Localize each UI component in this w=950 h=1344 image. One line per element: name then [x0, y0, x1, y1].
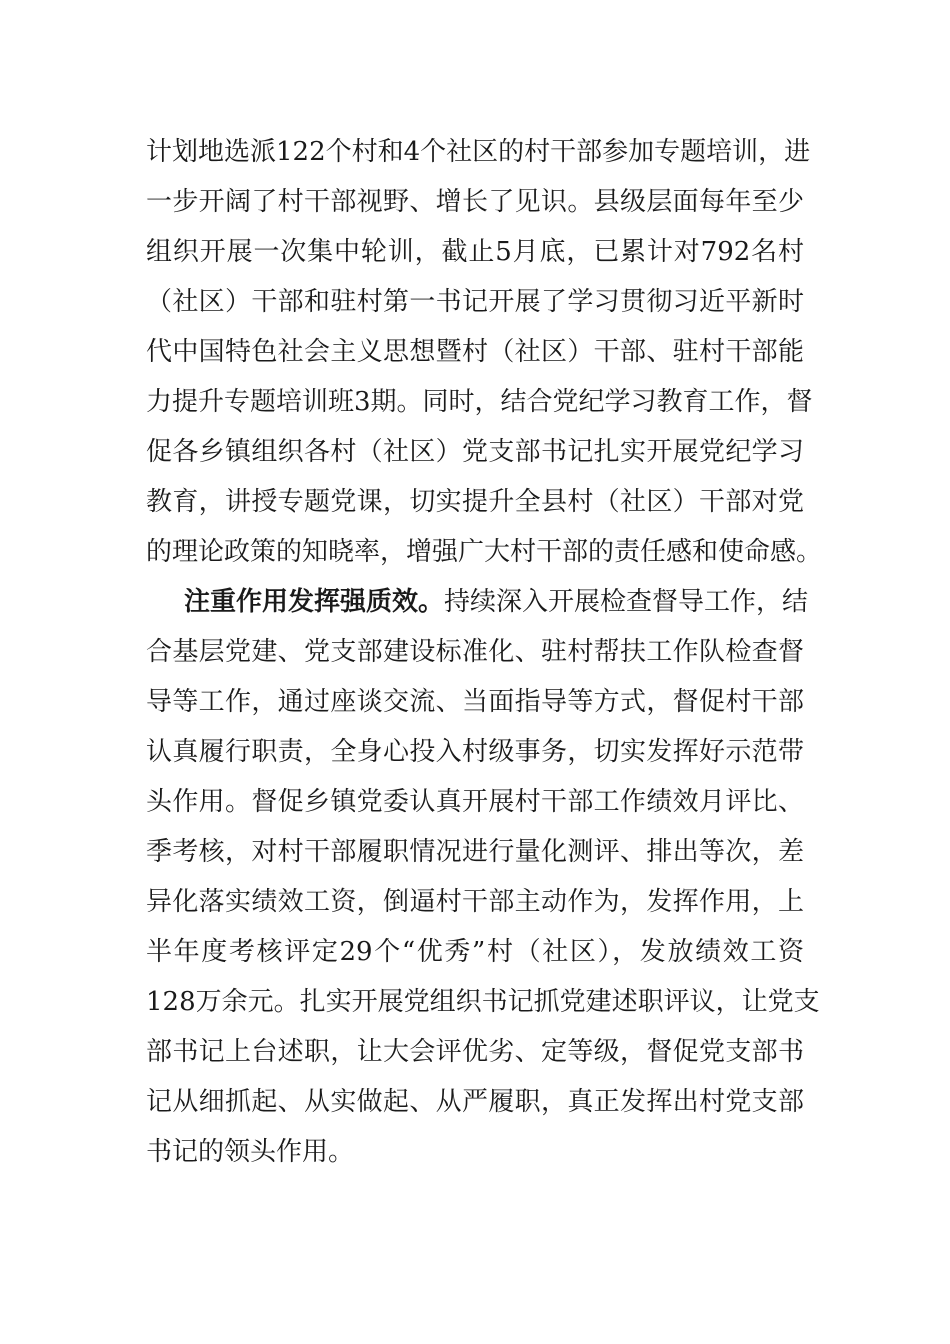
text-line: 部书记上台述职，让大会评优劣、定等级，督促党支部书 — [146, 1037, 804, 1067]
text-line: 认真履行职责，全身心投入村级事务，切实发挥好示范带 — [146, 737, 804, 767]
text-line: 的理论政策的知晓率，增强广大村干部的责任感和使命感。 — [146, 537, 823, 567]
text-line: 书记的领头作用。 — [146, 1137, 355, 1167]
text-line-first — [184, 577, 809, 627]
paragraph-heading: 注重作用发挥强质效。 — [184, 587, 445, 617]
text-line: 导等工作，通过座谈交流、当面指导等方式，督促村干部 — [146, 687, 804, 717]
text-line: 半年度考核评定29个“优秀”村（社区），发放绩效工资 — [146, 937, 804, 967]
text-line: （社区）干部和驻村第一书记开展了学习贯彻习近平新时 — [146, 287, 804, 317]
text-line: 计划地选派122个村和4个社区的村干部参加专题培训，进 — [146, 137, 811, 167]
text-line: 教育，讲授专题党课，切实提升全县村（社区）干部对党 — [146, 487, 804, 517]
text-line: 异化落实绩效工资，倒逼村干部主动作为，发挥作用，上 — [146, 887, 804, 917]
text-line: 记从细抓起、从实做起、从严履职，真正发挥出村党支部 — [146, 1087, 804, 1117]
text-line: 合基层党建、党支部建设标准化、驻村帮扶工作队检查督 — [146, 637, 804, 667]
text-line: 头作用。督促乡镇党委认真开展村干部工作绩效月评比、 — [146, 787, 804, 817]
text-line: 代中国特色社会主义思想暨村（社区）干部、驻村干部能 — [146, 337, 804, 367]
text-line: 促各乡镇组织各村（社区）党支部书记扎实开展党纪学习 — [146, 437, 804, 467]
text-line: 力提升专题培训班3期。同时，结合党纪学习教育工作，督 — [146, 387, 813, 417]
text-line: 季考核，对村干部履职情况进行量化测评、排出等次，差 — [146, 837, 804, 867]
text-span: 持续深入开展检查督导工作，结 — [444, 587, 809, 617]
text-line: 组织开展一次集中轮训，截止5月底，已累计对792名村 — [146, 237, 804, 267]
text-line: 一步开阔了村干部视野、增长了见识。县级层面每年至少 — [146, 187, 804, 217]
text-line: 128万余元。扎实开展党组织书记抓党建述职评议，让党支 — [146, 987, 820, 1017]
